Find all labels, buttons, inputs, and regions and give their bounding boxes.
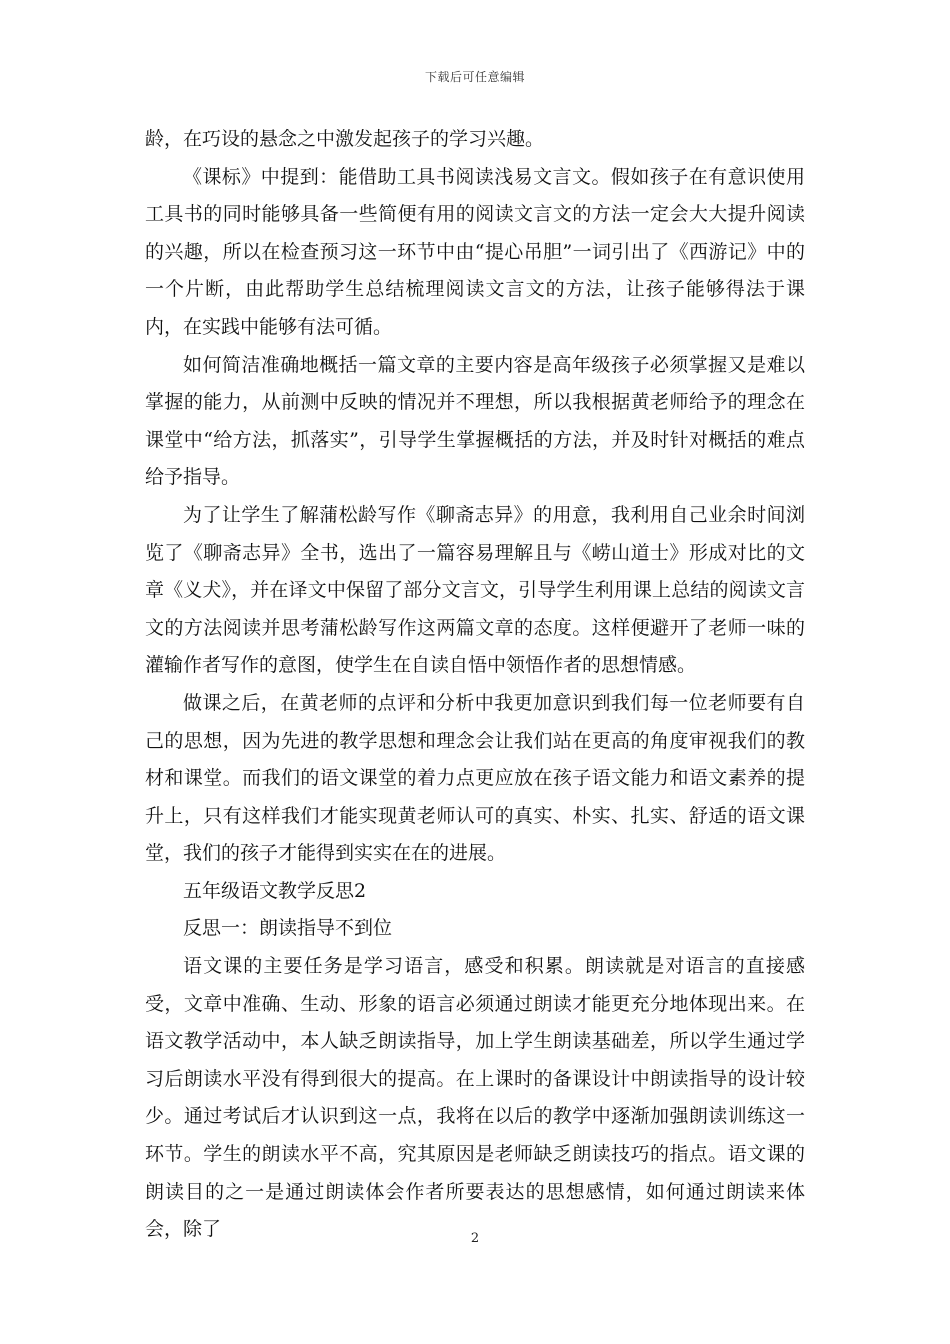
paragraph-curriculum-standard: 《课标》中提到：能借助工具书阅读浅易文言文。假如孩子在有意识使用工具书的同时能够具备一些简便有用的阅读文言文的方法一定会大大提升阅读的兴趣，所以在检查预习这一环节中由“提心吊胆”一词引出了《西游记》中的一个片断，由此帮助学生总结梳理阅读文言文的方法，让孩子能够得法于课内，在实践中能够有法可循。 (145, 165, 805, 338)
page-number: 2 (470, 1231, 480, 1246)
header-note: 下载后可任意编辑 (424, 70, 525, 84)
paragraph-summarizing-method: 如何简洁准确地概括一篇文章的主要内容是高年级孩子必须掌握又是难以掌握的能力，从前测中反映的情况并不理想，所以我根据黄老师给予的理念在课堂中“给方法，抓落实”，引导学生掌握概括的方法，并及时针对概括的难点给予指导。 (145, 353, 805, 489)
paragraph-continuation: 龄，在巧设的悬念之中激发起孩子的学习兴趣。 (145, 128, 545, 150)
document-body (145, 121, 805, 1249)
paragraph-liaozhai: 为了让学生了解蒲松龄写作《聊斋志异》的用意，我利用自己业余时间浏览了《聊斋志异》全书，选出了一篇容易理解且与《崂山道士》形成对比的文章《义犬》，并在译文中保留了部分文言文，引导学生利用课上总结的阅读文言文的方法阅读并思考蒲松龄写作这两篇文章的态度。这样便避开了老师一味的灌输作者写作的意图，使学生在自读自悟中领悟作者的思想情感。 (145, 503, 805, 677)
paragraph-after-lesson: 做课之后，在黄老师的点评和分析中我更加意识到我们每一位老师要有自己的思想，因为先进的教学思想和理念会让我们站在更高的角度审视我们的教材和课堂。而我们的语文课堂的着力点更应放在孩子语文能力和语文素养的提升上，只有这样我们才能实现黄老师认可的真实、朴实、扎实、舒适的语文课堂，我们的孩子才能得到实实在在的进展。 (145, 691, 805, 865)
section-title: 五年级语文教学反思2 (183, 879, 367, 902)
reflection-heading: 反思一：朗读指导不到位 (183, 917, 393, 940)
paragraph-reading-guidance: 语文课的主要任务是学习语言，感受和积累。朗读就是对语言的直接感受，文章中准确、生动、形象的语言必须通过朗读才能更充分地体现出来。在语文教学活动中，本人缺乏朗读指导，加上学生朗读基础差，所以学生通过学习后朗读水平没有得到很大的提高。在上课时的备课设计中朗读指导的设计较少。通过考试后才认识到这一点，我将在以后的教学中逐渐加强朗读训练这一环节。学生的朗读水平不高，究其原因是老师缺乏朗读技巧的指点。语文课的朗读目的之一是通过朗读体会作者所要表达的思想感情，如何通过朗读来体会，除了 (145, 955, 805, 1241)
